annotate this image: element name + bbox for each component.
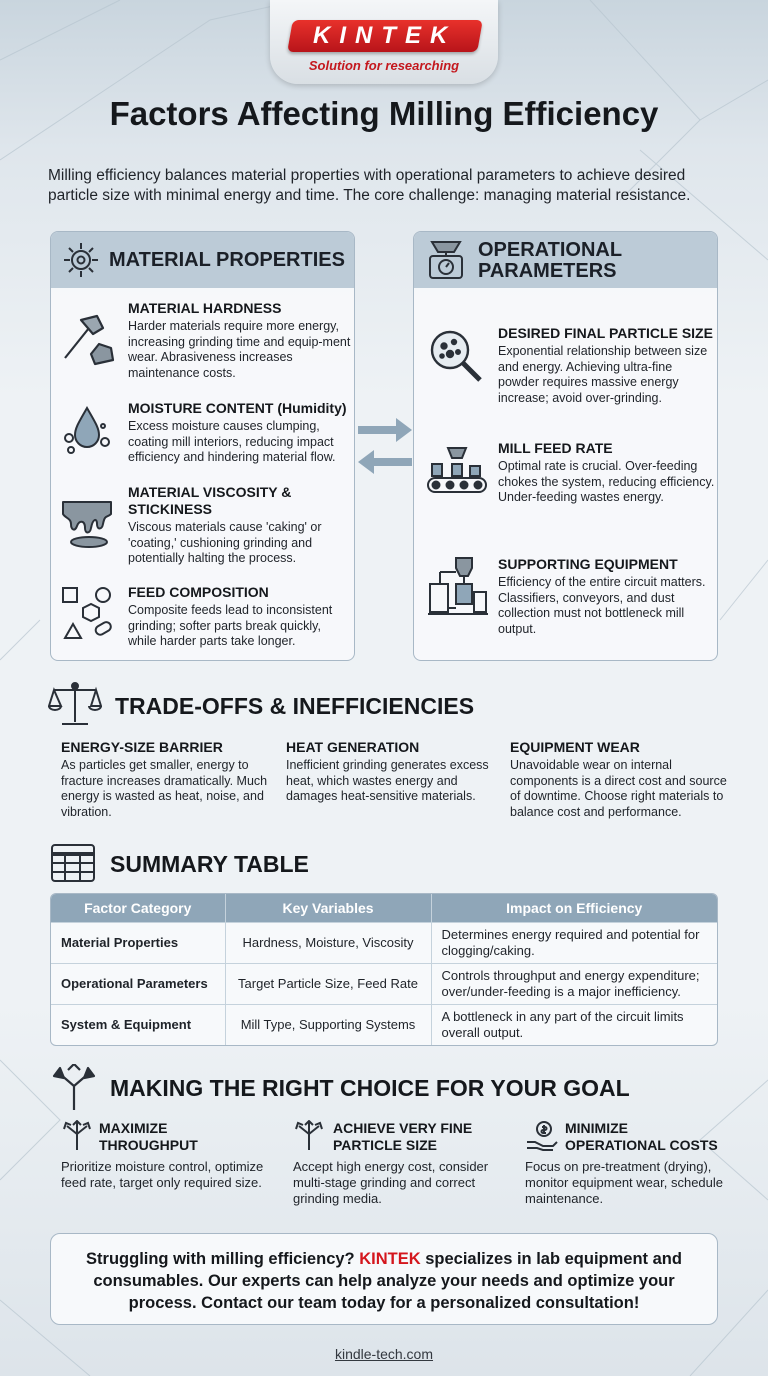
particle-size-item: [498, 325, 716, 406]
goal-description: Prioritize moisture control, optimize feed rate, target only required size.: [61, 1159, 264, 1190]
goals-heading: MAKING THE RIGHT CHOICE FOR YOUR GOAL: [110, 1075, 630, 1101]
table-row: [51, 1004, 717, 1045]
footer-link[interactable]: kindle-tech.com: [334, 1346, 434, 1362]
table-row: [51, 963, 717, 1004]
item-title: MILL FEED RATE: [498, 440, 613, 456]
operational-parameters-panel: [413, 231, 718, 661]
item-title: SUPPORTING EQUIPMENT: [498, 556, 678, 572]
goal-title-line2: THROUGHPUT: [99, 1137, 198, 1153]
tradeoff-title: ENERGY-SIZE BARRIER: [61, 739, 223, 755]
table-cell: Target Particle Size, Feed Rate: [225, 963, 431, 1004]
cta-brand: KINTEK: [359, 1250, 421, 1268]
table-cell: Material Properties: [51, 922, 225, 963]
cta-text-start: Struggling with milling efficiency?: [86, 1250, 360, 1268]
column-header: Key Variables: [225, 894, 431, 922]
table-cell: Operational Parameters: [51, 963, 225, 1004]
conveyor-icon: [426, 444, 488, 500]
signpost-arrows-icon: [50, 1064, 98, 1112]
operational-title-line2: PARAMETERS: [478, 260, 617, 282]
goal-title-line2: PARTICLE SIZE: [333, 1137, 437, 1153]
water-drop-icon: [61, 402, 113, 456]
goal-title-line1: MINIMIZE: [565, 1120, 628, 1136]
material-properties-panel: [50, 231, 355, 661]
item-title: DESIRED FINAL PARTICLE SIZE: [498, 325, 713, 341]
exchange-arrows-icon: [356, 416, 414, 480]
goal-title-line1: ACHIEVE VERY FINE: [333, 1120, 473, 1136]
operational-title-line1: OPERATIONAL: [478, 239, 623, 261]
column-header: Factor Category: [51, 894, 225, 922]
logo-badge: [287, 20, 483, 52]
logo-tagline: Solution for researching: [308, 58, 460, 73]
item-title: MATERIAL HARDNESS: [128, 300, 282, 316]
balance-scale-icon: [48, 680, 102, 728]
goal-title-line2: OPERATIONAL COSTS: [565, 1137, 718, 1153]
table-cell: System & Equipment: [51, 1004, 225, 1045]
energy-size-barrier: [61, 739, 271, 820]
viscosity-item: [128, 484, 352, 567]
goal-title-line1: MAXIMIZE: [99, 1120, 168, 1136]
gear-icon: [61, 240, 101, 280]
tradeoffs-heading: TRADE-OFFS & INEFFICIENCIES: [115, 693, 475, 719]
table-cell: A bottleneck in any part of the circuit limits overall output.: [431, 1004, 717, 1045]
tradeoff-title: HEAT GENERATION: [286, 739, 420, 755]
supporting-equipment-item: [498, 556, 716, 637]
money-hand-icon: [525, 1120, 559, 1152]
goal-description: Focus on pre-treatment (drying), monitor equipment wear, schedule maintenance.: [525, 1159, 724, 1206]
table-row: [51, 922, 717, 963]
goal-maximize-throughput: [61, 1118, 281, 1218]
item-description: Viscous materials cause 'caking' or 'coating,' cushioning grinding and potentially halting the process.: [128, 520, 322, 565]
item-description: Exponential relationship between size and energy. Achieving ultra-fine powder requires massive energy increase; avoid over-grinding.: [498, 344, 708, 405]
table-cell: Controls throughput and energy expenditure; over/under-feeding is a major inefficiency.: [431, 963, 717, 1004]
goal-fine-particle-size: [293, 1118, 513, 1218]
intro-text: Milling efficiency balances material properties with operational parameters to achieve desired particle size with minimal energy and time. The core challenge: managing material resistance.: [48, 167, 691, 204]
equipment-wear: [510, 739, 732, 820]
tradeoff-description: As particles get smaller, energy to fracture increases dramatically. Much energy is wasted as heat, noise, and vibration.: [61, 758, 268, 819]
shapes-icon: [59, 584, 115, 642]
heat-generation: [286, 739, 498, 805]
kintek-logo: [270, 0, 498, 84]
tradeoff-description: Unavoidable wear on internal components is a direct cost and source of downtime. Choose right materials to balance cost and performance.: [510, 758, 727, 819]
item-description: Excess moisture causes clumping, coating mill interiors, reducing impact efficiency and hindering material flow.: [128, 419, 336, 464]
table-cell: Hardness, Moisture, Viscosity: [225, 922, 431, 963]
item-title: MATERIAL VISCOSITY & STICKINESS: [128, 484, 292, 517]
table-icon: [50, 843, 96, 883]
goal-description: Accept high energy cost, consider multi-stage grinding and correct grinding media.: [293, 1159, 489, 1206]
feed-rate-item: [498, 440, 716, 506]
logo-text: KINTEK: [313, 22, 457, 49]
material-properties-title: MATERIAL PROPERTIES: [109, 249, 345, 271]
hammer-rock-icon: [59, 310, 117, 368]
scale-icon: [426, 238, 466, 282]
goal-minimize-costs: [525, 1118, 735, 1218]
directions-icon: [61, 1120, 93, 1152]
call-to-action: [50, 1233, 718, 1325]
cta-text-end: specializes in lab equipment and consumables. Our experts can help analyze your needs and optimize your process. Contact our team today for a personalized consultation!: [93, 1250, 682, 1312]
column-header: Impact on Efficiency: [431, 894, 717, 922]
table-cell: Mill Type, Supporting Systems: [225, 1004, 431, 1045]
item-title: MOISTURE CONTENT (Humidity): [128, 400, 347, 416]
tradeoff-title: EQUIPMENT WEAR: [510, 739, 640, 755]
summary-heading: SUMMARY TABLE: [110, 851, 309, 877]
moisture-content-item: [128, 400, 352, 466]
tradeoff-description: Inefficient grinding generates excess heat, which wastes energy and damages heat-sensitive materials.: [286, 758, 489, 803]
table-header-row: [51, 894, 717, 922]
item-description: Harder materials require more energy, increasing grinding time and equip-ment wear. Abrasiveness increases maintenance costs.: [128, 319, 351, 380]
sticky-drip-icon: [59, 494, 115, 550]
magnifier-icon: [426, 326, 484, 384]
material-hardness-item: [128, 300, 352, 381]
item-description: Composite feeds lead to inconsistent grinding; softer parts break quickly, while harder parts take longer.: [128, 603, 333, 648]
summary-table: [50, 893, 718, 1046]
page-title: Factors Affecting Milling Efficiency: [109, 95, 659, 132]
table-cell: Determines energy required and potential for clogging/caking.: [431, 922, 717, 963]
item-description: Optimal rate is crucial. Over-feeding chokes the system, reducing efficiency. Under-feeding wastes energy.: [498, 459, 715, 504]
directions-icon: [293, 1120, 325, 1152]
item-title: FEED COMPOSITION: [128, 584, 269, 600]
item-description: Efficiency of the entire circuit matters. Classifiers, conveyors, and dust collection must not bottleneck mill output.: [498, 575, 706, 636]
feed-composition-item: [128, 584, 352, 650]
equipment-icon: [426, 554, 490, 620]
